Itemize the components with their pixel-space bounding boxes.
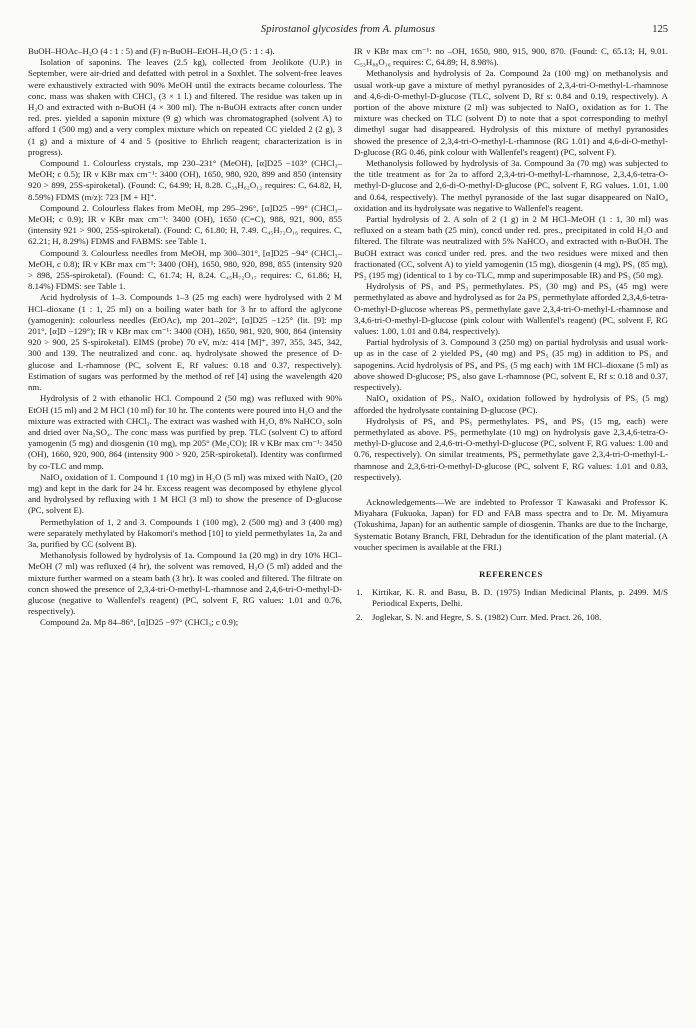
paragraph: Acid hydrolysis of 1–3. Compounds 1–3 (25 mg each) were hydrolysed with 2 M HCl–dioxane (1 : 1, 25 ml) on a boiling water bath for 3 hr to afford the aglycone (yamogenin): colourless needles (EtOAc), mp 201–202°, [α]D25 −125° (lit. [9]: mp 201°, [α]D −129°); IR ν KBr max cm⁻¹: 3400 (OH), 1650, 981, 920, 900, 864 (intensity 920 > 900, 25 S-spiroketal). EIMS (probe) 70 eV, m/z: 414 [M]⁺, 397, 355, 345, 342, 300 and 139. The neutralized and conc. aq. hydrolysate showed the presence of D-glucose and L-rhamnose (PC, solvent E, Rf values: 0.18 and 0.37, respectively). Estimation of sugars was performed by the method of ref [4] using the wavelength 420 nm. bbox=[28, 292, 342, 393]
paragraph: Compound 2. Colourless flakes from MeOH, mp 295–296°, [α]D25 −99° (CHCl₃–MeOH; c 0.9); IR ν KBr max cm⁻¹: 3400 (OH), 1650 (C=C), 988, 921, 900, 855 (intensity 921 > 900, 25S-spiroketal). (Found: C, 61.80; H, 7.49. C₄₅H₇₂O₁₆ requires. C, 62.21; H, 8.29%) FDMS and FABMS: see Table 1. bbox=[28, 202, 342, 247]
page-number: 125 bbox=[652, 24, 668, 35]
paragraph: Hydrolysis of PS₄ and PS₅ permethylates. PS₄ and PS₅ (15 mg, each) were permethylated as above. PS₅ permethylate (10 mg) on hydrolysis gave 2,3,4,6-tetra-O-methyl-D-glucose and 2,4,6-tri-O-methyl-D-glucose (PC, solvent F, RG values: 1.00 and 0.76, respectively). On similar treatments, PS₄ permethylate gave 2,3,4-tri-O-methyl-L-rhamnose and 2,3,6-tri-O-methyl-D-glucose (PC, solvent F, RG values: 1.01 and 0.83, respectively). bbox=[354, 415, 668, 482]
paragraph: Partial hydrolysis of 3. Compound 3 (250 mg) on partial hydrolysis and usual work-up as in the case of 2 yielded PS₄ (40 mg) and PS₅ (35 mg) in addition to PS₁ and sapogenins. Acid hydrolysis of PS₄ and PS₅ (5 mg each) with 1M HCl–dioxane (5 ml) as above showed D-glucose; PS₄ also gave L-rhamnose (PC, solvent E, Rf s: 0.18 and 0.37, respectively). bbox=[354, 337, 668, 393]
reference-number: 2. bbox=[356, 612, 363, 623]
running-head bbox=[28, 24, 668, 38]
text-columns bbox=[28, 46, 668, 629]
reference-text: Kirtikar, K. R. and Basu, B. D. (1975) Indian Medicinal Plants, p. 2499. M/S Periodical Experts, Delhi. bbox=[372, 586, 668, 609]
references-heading: REFERENCES bbox=[479, 568, 543, 579]
paragraph: Compound 2a. Mp 84–86°, [α]D25 −97° (CHCl₃; c 0.9); bbox=[40, 617, 239, 628]
paragraph: Hydrolysis of PS₁ and PS₃ permethylates. PS₁ (30 mg) and PS₃ (45 mg) were permethylated as above and hydrolysed as for 2a PS₁ permethylate afforded 2,3,4,6-tetra-O-methyl-D-glucose whereas PS₃ permethylate gave 2,3,4-tri-O-methyl-L-rhamnose and 3,4,6-tri-O-methyl-D-glucose (pink colour with Wallenfel's reagent) (PC, solvent F, RG values: 1.00, 1.01 and 0.84, respectively). bbox=[354, 281, 668, 337]
paragraph: NaIO₄ oxidation of PS₅. NaIO₄ oxidation followed by hydrolysis of PS₅ (5 mg) afforded the hydrolysate containing D-glucose (PC). bbox=[354, 393, 668, 415]
paragraph: Partial hydrolysis of 2. A soln of 2 (1 g) in 2 M HCl–MeOH (1 : 1, 30 ml) was refluxed on a steam bath (25 min), concd under red. pres., precipitated in cold H₂O and filtered. The filtrate was neutralized with 5% NaHCO₃ and extracted with n-BuOH. The BuOH extract was concd under red. pres. and the two residues were mixed and then fractionated (CC, solvent A) to yield yamogenin (15 mg), diosgenin (4 mg), PS₁ (85 mg), PS₂ (195 mg) (identical to 1 by co-TLC, mmp and superimposable IR) and PS₃ (50 mg). bbox=[354, 214, 668, 281]
paragraph: Methanolysis and hydrolysis of 2a. Compound 2a (100 mg) on methanolysis and usual work-up gave a mixture of methyl pyranosides of 2,3,4-tri-O-methyl-L-rhamnose and 4,6-di-O-methyl-D-glucose (TLC, solvent D, Rf s: 0.84 and 0.19, respectively). A portion of the above mixture (2 ml) was subjected to NaIO₄ oxidation as for 1. The mixture was checked on TLC (solvent D) to note that a spot corresponding to methyl dimethyl sugar had disappeared. Hydrolysis of this mixture of methyl pyranosides showed the presence of 2,3,4-tri-O-methyl-L-rhamnose (RG 1.01) and 4,6-di-O-methyl-D-glucose (RG 0.46, pink colour with Wallenfel's reagent) (PC, solvent F). bbox=[354, 68, 668, 157]
reference-number: 1. bbox=[356, 586, 363, 597]
reference-text: Joglekar, S. N. and Hegre, S. S. (1982) Curr. Med. Pract. 26, 108. bbox=[372, 612, 602, 623]
reference-item bbox=[354, 587, 668, 609]
paragraph: Compound 1. Colourless crystals, mp 230–231° (MeOH), [α]D25 −103° (CHCl₃–MeOH; c 0.5); IR ν KBr max cm⁻¹: 3400 (OH), 1650, 980, 920, 899 and 850 (intensity 920 > 899, 25S-spiroketal). (Found: C, 64.99; H, 8.28. C₃₉H₆₂O₁₂ requires: C, 64.82, H, 8.59%) FDMS (m/z): 723 [M + H]⁺. bbox=[28, 158, 342, 202]
right-column bbox=[354, 46, 668, 629]
paragraph: IR ν KBr max cm⁻¹: no –OH, 1650, 980, 915, 900, 870. (Found: C, 65.13; H, 9.01. C₅₃H₈₈O₁₆ requires: C, 64.89; H, 8.98%). bbox=[354, 46, 668, 68]
paragraph: NaIO₄ oxidation of 1. Compound 1 (10 mg) in H₂O (5 ml) was mixed with NaIO₄ (20 mg) and kept in the dark for 24 hr. Excess reagent was decomposed by ethylene glycol and hydrolysed by refluxing with 1 M HCl (3 ml) to show the presence of D-glucose (PC, solvent E). bbox=[28, 471, 342, 516]
paragraph: Compound 3. Colourless needles from MeOH, mp 300–301°, [α]D25 −94° (CHCl₃–MeOH, c 0.8); IR ν KBr max cm⁻¹: 3400 (OH), 1650, 980, 920, 898, 855 (intensity 920 > 898, 25S-spiroketal). (Found: C, 61.74; H, 8.24. C₄₅H₇₂O₁₇ requires: C, 61.86; H, 8.14%) FDMS: see Table 1. bbox=[28, 247, 342, 292]
paragraph: Hydrolysis of 2 with ethanolic HCl. Compound 2 (50 mg) was refluxed with 90% EtOH (15 ml) and 2 M HCl (10 ml) for 10 hr. The contents were poured into H₂O and the mixture was extracted with CHCl₃. The extract was washed with H₂O, 8% NaHCO₃ soln and dried over Na₂SO₄. The conc mass was purified by prep. TLC (solvent C) to afford yamogenin (5 mg) and diosgenin (10 mg), mp 205° (Me₂CO); IR ν KBr max cm⁻¹: 3450 (OH), 1660, 920, 900, 864 (intensity 900 > 920, 25R-spiroketal). Identity was confirmed by co-TLC and mmp. bbox=[28, 393, 342, 471]
paragraph: Methanolysis followed by hydrolysis of 3a. Compound 3a (70 mg) was subjected to the title treatment as for 2a to afford 2,3,4-tri-O-methyl-L-rhamnose, 2,3,4,6-tetra-O-methyl-D-glucose and 2,6-di-O-methyl-D-glucose (PC, solvent F, RG values. 1.01, 1.00 and 0.64, respectively). The methyl pyranoside of the last sugar disappeared on NaIO₄ oxidation and its hydrolysate was negative to Wallenfel's reagent. bbox=[354, 158, 668, 213]
paragraph: Permethylation of 1, 2 and 3. Compounds 1 (100 mg), 2 (500 mg) and 3 (400 mg) were separately methylated by Hakomori's method [10] to yield permethylates 1a, 2a and 3a, purified by CC (solvent B). bbox=[28, 516, 342, 549]
section-gap bbox=[354, 483, 668, 497]
paragraph: BuOH–HOAc–H₂O (4 : 1 : 5) and (F) n-BuOH–EtOH–H₂O (5 : 1 : 4). bbox=[28, 46, 275, 56]
left-column bbox=[28, 46, 342, 629]
acknowledgements: Acknowledgements—We are indebted to Professor T Kawasaki and Professor K. Miyahara (Fukuoka, Japan) for FD and FAB mass spectra and to Dr. M. Miyamura (Tokushima, Japan) for an authentic sample of diosgenin. Thanks are due to the Incharge, Systematic Botany Branch, FRI, Dehradun for the identification of the plant material. (A voucher specimen is available at the FRI.) bbox=[354, 496, 668, 552]
reference-item bbox=[354, 612, 668, 623]
paragraph: Isolation of saponins. The leaves (2.5 kg), collected from Jeolikote (U.P.) in September, were air-dried and defatted with petrol in a Soxhlet. The solvent-free leaves were exhaustively extracted with 90% MeOH until the extracts became colourless. The conc. mass was shaken with CHCl₃ (3 × 1 l.) and filtered. The residue was taken up in H₂O and extracted with n-BuOH (4 × 300 ml). The n-BuOH extracts after concn under red. pres. yielded a saponin mixture (9 g) which was chromatographed (solvent A) to afford 1 (500 mg) and a very complex mixture which on repeated CC yielded 2 (2 g), 3 (1 g) and a mixture of 4 and 5 (positive to Ehrlich reagent; characterization is in progress). bbox=[28, 57, 342, 157]
paragraph: Methanolysis followed by hydrolysis of 1a. Compound 1a (20 mg) in dry 10% HCl–MeOH (7 ml) was refluxed (4 hr), the solvent was removed, H₂O (5 ml) added and the mixture further warmed on a steam bath (3 hr). It was cooled and filtered. The filtrate on concn showed the presence of 2,3,4-tri-O-methyl-L-rhamnose and 2,4,6-tri-O-methyl-D-glucose (negative to Wallenfel's reagent) (PC, solvent F, RG values: 1.01 and 0.76, respectively). bbox=[28, 550, 342, 617]
running-title: Spirostanol glycosides from A. plumosus bbox=[260, 24, 436, 35]
